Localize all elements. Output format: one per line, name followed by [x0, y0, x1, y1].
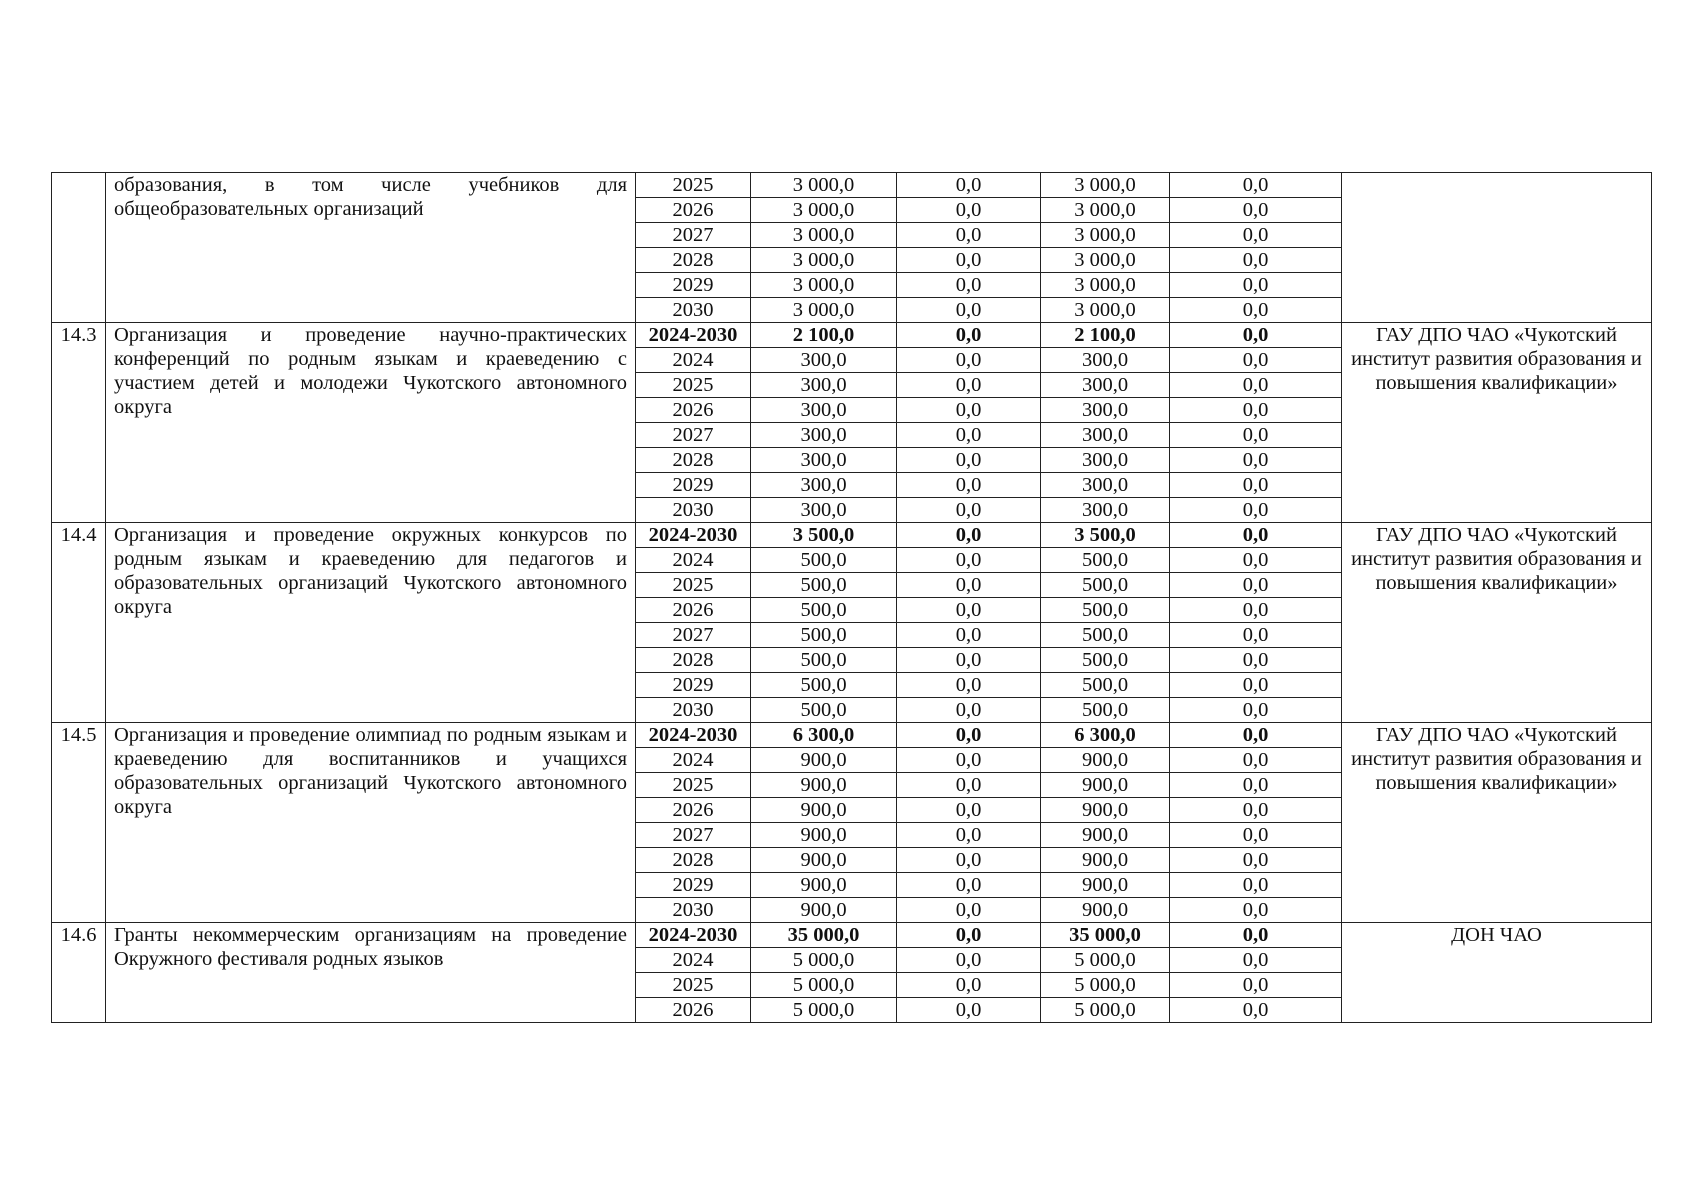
other-amount-cell: 0,0 [1170, 373, 1342, 398]
regional-amount-cell: 300,0 [1041, 373, 1170, 398]
federal-amount-cell: 0,0 [897, 848, 1041, 873]
other-amount-cell: 0,0 [1170, 623, 1342, 648]
total-amount-cell: 500,0 [751, 548, 897, 573]
year-cell: 2030 [636, 298, 751, 323]
year-row [52, 173, 1652, 198]
year-cell: 2026 [636, 198, 751, 223]
year-cell: 2030 [636, 698, 751, 723]
regional-amount-cell: 900,0 [1041, 848, 1170, 873]
federal-amount-cell: 0,0 [897, 623, 1041, 648]
year-cell: 2030 [636, 498, 751, 523]
other-amount-cell: 0,0 [1170, 223, 1342, 248]
year-cell: 2028 [636, 648, 751, 673]
other-amount-cell: 0,0 [1170, 798, 1342, 823]
total-amount-cell: 5 000,0 [751, 998, 897, 1023]
year-cell: 2027 [636, 823, 751, 848]
other-amount-cell: 0,0 [1170, 923, 1342, 948]
other-amount-cell: 0,0 [1170, 273, 1342, 298]
federal-amount-cell: 0,0 [897, 698, 1041, 723]
federal-amount-cell: 0,0 [897, 198, 1041, 223]
year-cell: 2028 [636, 848, 751, 873]
federal-amount-cell: 0,0 [897, 948, 1041, 973]
regional-amount-cell: 3 500,0 [1041, 523, 1170, 548]
year-cell: 2024-2030 [636, 323, 751, 348]
regional-amount-cell: 3 000,0 [1041, 223, 1170, 248]
regional-amount-cell: 900,0 [1041, 773, 1170, 798]
federal-amount-cell: 0,0 [897, 448, 1041, 473]
total-amount-cell: 500,0 [751, 573, 897, 598]
regional-amount-cell: 3 000,0 [1041, 273, 1170, 298]
federal-amount-cell: 0,0 [897, 823, 1041, 848]
year-cell: 2030 [636, 898, 751, 923]
other-amount-cell: 0,0 [1170, 673, 1342, 698]
total-amount-cell: 300,0 [751, 448, 897, 473]
funding-table [51, 172, 1652, 1023]
total-amount-cell: 3 000,0 [751, 223, 897, 248]
total-amount-cell: 5 000,0 [751, 973, 897, 998]
total-amount-cell: 300,0 [751, 423, 897, 448]
regional-amount-cell: 2 100,0 [1041, 323, 1170, 348]
other-amount-cell: 0,0 [1170, 748, 1342, 773]
other-amount-cell: 0,0 [1170, 848, 1342, 873]
total-amount-cell: 900,0 [751, 798, 897, 823]
year-cell: 2025 [636, 173, 751, 198]
other-amount-cell: 0,0 [1170, 898, 1342, 923]
regional-amount-cell: 35 000,0 [1041, 923, 1170, 948]
regional-amount-cell: 6 300,0 [1041, 723, 1170, 748]
other-amount-cell: 0,0 [1170, 573, 1342, 598]
item-description: Организация и проведение научно-практических конференций по родным языкам и краеведению с участием детей и молодежи Чукотского автономного округа [106, 323, 636, 523]
total-amount-cell: 3 000,0 [751, 273, 897, 298]
year-cell: 2027 [636, 623, 751, 648]
total-amount-cell: 300,0 [751, 348, 897, 373]
federal-amount-cell: 0,0 [897, 423, 1041, 448]
year-cell: 2027 [636, 423, 751, 448]
federal-amount-cell: 0,0 [897, 598, 1041, 623]
federal-amount-cell: 0,0 [897, 723, 1041, 748]
year-cell: 2025 [636, 773, 751, 798]
total-amount-cell: 2 100,0 [751, 323, 897, 348]
other-amount-cell: 0,0 [1170, 498, 1342, 523]
total-row [52, 523, 1652, 548]
item-number: 14.4 [52, 523, 106, 723]
other-amount-cell: 0,0 [1170, 998, 1342, 1023]
other-amount-cell: 0,0 [1170, 248, 1342, 273]
federal-amount-cell: 0,0 [897, 873, 1041, 898]
year-cell: 2028 [636, 448, 751, 473]
other-amount-cell: 0,0 [1170, 973, 1342, 998]
regional-amount-cell: 900,0 [1041, 748, 1170, 773]
regional-amount-cell: 900,0 [1041, 798, 1170, 823]
year-cell: 2024-2030 [636, 523, 751, 548]
federal-amount-cell: 0,0 [897, 523, 1041, 548]
regional-amount-cell: 300,0 [1041, 498, 1170, 523]
federal-amount-cell: 0,0 [897, 898, 1041, 923]
total-amount-cell: 900,0 [751, 898, 897, 923]
item-number: 14.5 [52, 723, 106, 923]
total-amount-cell: 3 000,0 [751, 298, 897, 323]
item-description: Гранты некоммерческим организациям на проведение Окружного фестиваля родных языков [106, 923, 636, 1023]
other-amount-cell: 0,0 [1170, 348, 1342, 373]
year-cell: 2024-2030 [636, 923, 751, 948]
federal-amount-cell: 0,0 [897, 673, 1041, 698]
regional-amount-cell: 500,0 [1041, 623, 1170, 648]
total-row [52, 723, 1652, 748]
total-amount-cell: 500,0 [751, 698, 897, 723]
total-amount-cell: 300,0 [751, 398, 897, 423]
year-cell: 2026 [636, 798, 751, 823]
other-amount-cell: 0,0 [1170, 423, 1342, 448]
year-cell: 2024 [636, 948, 751, 973]
other-amount-cell: 0,0 [1170, 548, 1342, 573]
federal-amount-cell: 0,0 [897, 498, 1041, 523]
total-amount-cell: 900,0 [751, 748, 897, 773]
item-number [52, 173, 106, 323]
other-amount-cell: 0,0 [1170, 773, 1342, 798]
federal-amount-cell: 0,0 [897, 548, 1041, 573]
total-row [52, 923, 1652, 948]
year-cell: 2029 [636, 673, 751, 698]
regional-amount-cell: 5 000,0 [1041, 998, 1170, 1023]
other-amount-cell: 0,0 [1170, 598, 1342, 623]
federal-amount-cell: 0,0 [897, 923, 1041, 948]
year-cell: 2024 [636, 748, 751, 773]
federal-amount-cell: 0,0 [897, 373, 1041, 398]
year-cell: 2026 [636, 998, 751, 1023]
total-amount-cell: 3 500,0 [751, 523, 897, 548]
year-cell: 2025 [636, 973, 751, 998]
regional-amount-cell: 5 000,0 [1041, 973, 1170, 998]
regional-amount-cell: 3 000,0 [1041, 198, 1170, 223]
total-amount-cell: 900,0 [751, 823, 897, 848]
regional-amount-cell: 900,0 [1041, 873, 1170, 898]
year-cell: 2025 [636, 373, 751, 398]
other-amount-cell: 0,0 [1170, 873, 1342, 898]
total-amount-cell: 900,0 [751, 873, 897, 898]
other-amount-cell: 0,0 [1170, 448, 1342, 473]
total-amount-cell: 900,0 [751, 848, 897, 873]
year-cell: 2026 [636, 398, 751, 423]
other-amount-cell: 0,0 [1170, 398, 1342, 423]
year-cell: 2029 [636, 873, 751, 898]
federal-amount-cell: 0,0 [897, 398, 1041, 423]
total-amount-cell: 900,0 [751, 773, 897, 798]
federal-amount-cell: 0,0 [897, 323, 1041, 348]
item-description: Организация и проведение окружных конкурсов по родным языкам и краеведению для педагогов и образовательных организаций Чукотского автономного округа [106, 523, 636, 723]
table-body [52, 173, 1652, 1023]
regional-amount-cell: 300,0 [1041, 348, 1170, 373]
regional-amount-cell: 3 000,0 [1041, 298, 1170, 323]
other-amount-cell: 0,0 [1170, 173, 1342, 198]
other-amount-cell: 0,0 [1170, 198, 1342, 223]
other-amount-cell: 0,0 [1170, 473, 1342, 498]
year-cell: 2024 [636, 548, 751, 573]
item-description: образования, в том числе учебников для общеобразовательных организаций [106, 173, 636, 323]
total-amount-cell: 500,0 [751, 623, 897, 648]
regional-amount-cell: 500,0 [1041, 598, 1170, 623]
responsible-executor: ГАУ ДПО ЧАО «Чукотский институт развития образования и повышения квалификации» [1342, 723, 1652, 923]
other-amount-cell: 0,0 [1170, 523, 1342, 548]
regional-amount-cell: 3 000,0 [1041, 248, 1170, 273]
federal-amount-cell: 0,0 [897, 748, 1041, 773]
regional-amount-cell: 5 000,0 [1041, 948, 1170, 973]
year-cell: 2024 [636, 348, 751, 373]
regional-amount-cell: 500,0 [1041, 673, 1170, 698]
regional-amount-cell: 500,0 [1041, 548, 1170, 573]
other-amount-cell: 0,0 [1170, 698, 1342, 723]
regional-amount-cell: 300,0 [1041, 398, 1170, 423]
item-number: 14.6 [52, 923, 106, 1023]
total-amount-cell: 300,0 [751, 498, 897, 523]
federal-amount-cell: 0,0 [897, 248, 1041, 273]
total-amount-cell: 300,0 [751, 473, 897, 498]
item-description: Организация и проведение олимпиад по родным языкам и краеведению для воспитанников и учащихся образовательных организаций Чукотского автономного округа [106, 723, 636, 923]
total-amount-cell: 300,0 [751, 373, 897, 398]
federal-amount-cell: 0,0 [897, 473, 1041, 498]
total-amount-cell: 500,0 [751, 598, 897, 623]
federal-amount-cell: 0,0 [897, 648, 1041, 673]
total-amount-cell: 3 000,0 [751, 248, 897, 273]
other-amount-cell: 0,0 [1170, 298, 1342, 323]
responsible-executor: ГАУ ДПО ЧАО «Чукотский институт развития образования и повышения квалификации» [1342, 523, 1652, 723]
year-cell: 2025 [636, 573, 751, 598]
item-number: 14.3 [52, 323, 106, 523]
other-amount-cell: 0,0 [1170, 323, 1342, 348]
total-amount-cell: 500,0 [751, 673, 897, 698]
other-amount-cell: 0,0 [1170, 948, 1342, 973]
total-amount-cell: 500,0 [751, 648, 897, 673]
total-amount-cell: 5 000,0 [751, 948, 897, 973]
responsible-executor [1342, 173, 1652, 323]
federal-amount-cell: 0,0 [897, 298, 1041, 323]
regional-amount-cell: 500,0 [1041, 648, 1170, 673]
responsible-executor: ДОН ЧАО [1342, 923, 1652, 1023]
responsible-executor: ГАУ ДПО ЧАО «Чукотский институт развития образования и повышения квалификации» [1342, 323, 1652, 523]
regional-amount-cell: 900,0 [1041, 898, 1170, 923]
federal-amount-cell: 0,0 [897, 223, 1041, 248]
year-cell: 2028 [636, 248, 751, 273]
year-cell: 2024-2030 [636, 723, 751, 748]
regional-amount-cell: 900,0 [1041, 823, 1170, 848]
regional-amount-cell: 300,0 [1041, 423, 1170, 448]
other-amount-cell: 0,0 [1170, 723, 1342, 748]
federal-amount-cell: 0,0 [897, 973, 1041, 998]
federal-amount-cell: 0,0 [897, 573, 1041, 598]
federal-amount-cell: 0,0 [897, 798, 1041, 823]
regional-amount-cell: 500,0 [1041, 698, 1170, 723]
total-amount-cell: 3 000,0 [751, 173, 897, 198]
federal-amount-cell: 0,0 [897, 773, 1041, 798]
total-row [52, 323, 1652, 348]
regional-amount-cell: 300,0 [1041, 448, 1170, 473]
other-amount-cell: 0,0 [1170, 648, 1342, 673]
other-amount-cell: 0,0 [1170, 823, 1342, 848]
total-amount-cell: 6 300,0 [751, 723, 897, 748]
year-cell: 2027 [636, 223, 751, 248]
federal-amount-cell: 0,0 [897, 273, 1041, 298]
federal-amount-cell: 0,0 [897, 173, 1041, 198]
total-amount-cell: 35 000,0 [751, 923, 897, 948]
year-cell: 2029 [636, 273, 751, 298]
total-amount-cell: 3 000,0 [751, 198, 897, 223]
year-cell: 2029 [636, 473, 751, 498]
year-cell: 2026 [636, 598, 751, 623]
federal-amount-cell: 0,0 [897, 998, 1041, 1023]
regional-amount-cell: 3 000,0 [1041, 173, 1170, 198]
federal-amount-cell: 0,0 [897, 348, 1041, 373]
regional-amount-cell: 300,0 [1041, 473, 1170, 498]
regional-amount-cell: 500,0 [1041, 573, 1170, 598]
